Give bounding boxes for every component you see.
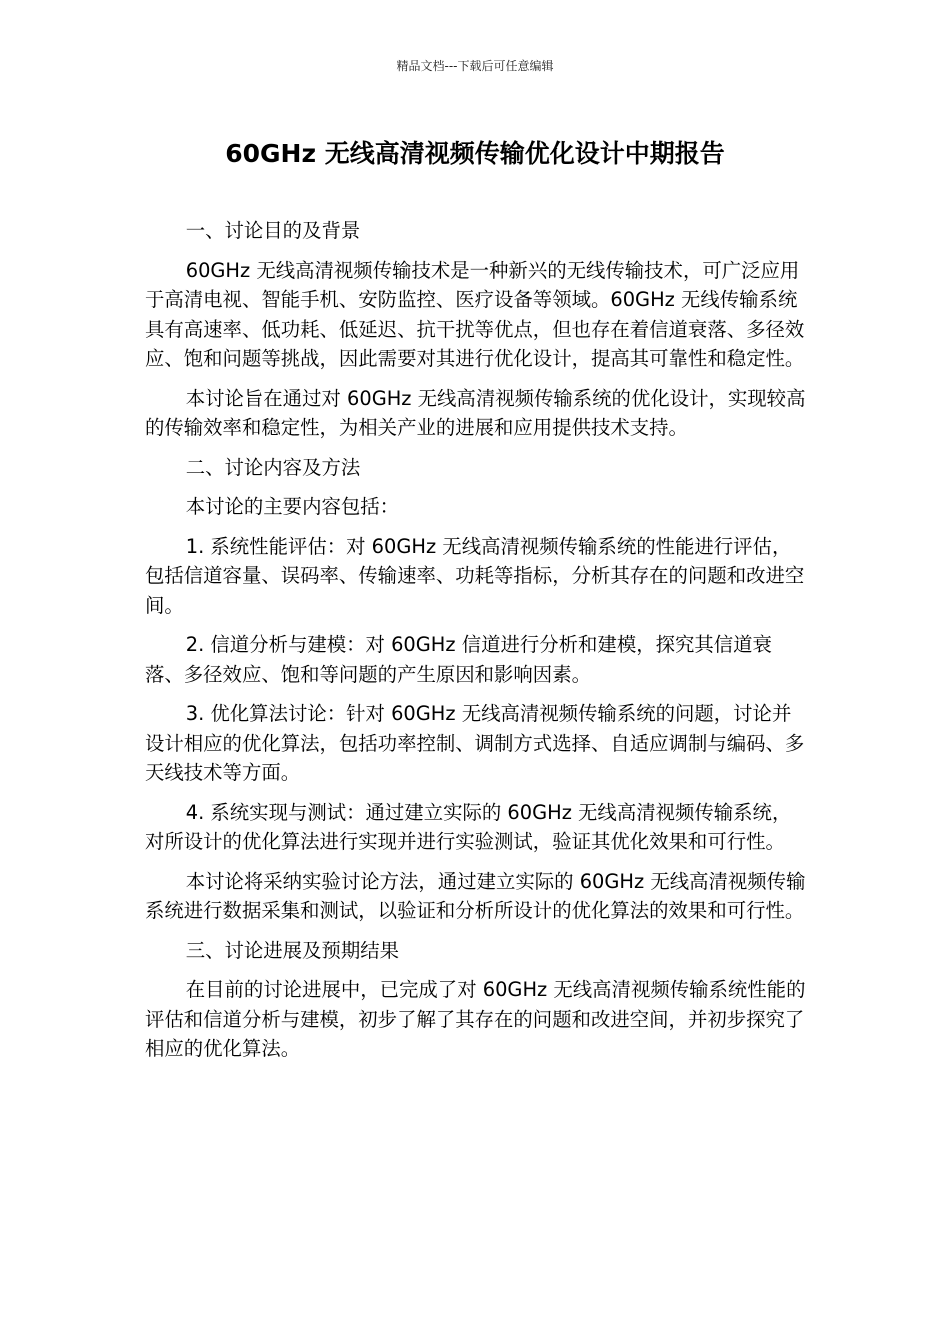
paragraph: 60GHz 无线高清视频传输技术是一种新兴的无线传输技术，可广泛应用于高清电视、智能手机、安防监控、医疗设备等领域。60GHz 无线传输系统具有高速率、低功耗、低延迟、抗干扰等优点，但也存在着信道衰落、多径效应、饱和问题等挑战，因此需要对其进行优化设计，提高其可靠性和稳定性。: [145, 258, 805, 370]
paragraph: 本讨论旨在通过对 60GHz 无线高清视频传输系统的优化设计，实现较高的传输效率和稳定性，为相关产业的进展和应用提供技术支持。: [145, 386, 806, 439]
list-item: 2. 信道分析与建模：对 60GHz 信道进行分析和建模，探究其信道衰落、多径效应、饱和等问题的产生原因和影响因素。: [145, 633, 772, 686]
paragraph: 本讨论的主要内容包括：: [185, 495, 400, 518]
paragraph: 在目前的讨论进展中，已完成了对 60GHz 无线高清视频传输系统性能的评估和信道分析与建模，初步了解了其存在的问题和改进空间，并初步探究了相应的优化算法。: [145, 978, 806, 1060]
paragraph: 本讨论将采纳实验讨论方法，通过建立实际的 60GHz 无线高清视频传输系统进行数据采集和测试，以验证和分析所设计的优化算法的效果和可行性。: [145, 869, 806, 922]
header-note: 精品文档---下载后可任意编辑: [396, 59, 554, 73]
document-body: [145, 216, 807, 1074]
list-item: 4. 系统实现与测试：通过建立实际的 60GHz 无线高清视频传输系统，对所设计的优化算法进行实现并进行实验测试，验证其优化效果和可行性。: [145, 800, 792, 853]
section-heading-1: 一、讨论目的及背景: [185, 219, 361, 242]
document-title: 60GHz 无线高清视频传输优化设计中期报告: [225, 139, 725, 168]
list-item: 1. 系统性能评估：对 60GHz 无线高清视频传输系统的性能进行评估，包括信道容量、误码率、传输速率、功耗等指标，分析其存在的问题和改进空间。: [145, 534, 805, 617]
section-heading-2: 二、讨论内容及方法: [185, 455, 361, 479]
list-item: 3. 优化算法讨论：针对 60GHz 无线高清视频传输系统的问题，讨论并设计相应的优化算法，包括功率控制、调制方式选择、自适应调制与编码、多天线技术等方面。: [145, 702, 805, 784]
section-heading-3: 三、讨论进展及预期结果: [185, 938, 400, 962]
